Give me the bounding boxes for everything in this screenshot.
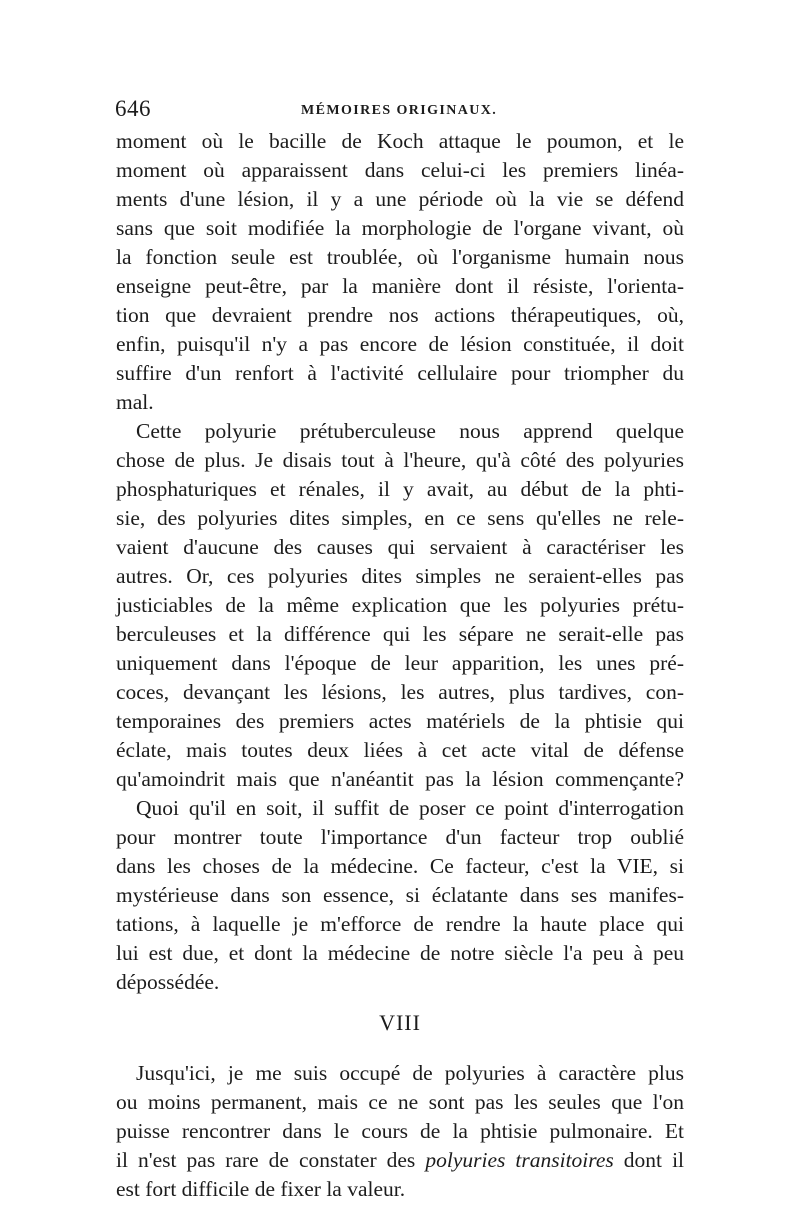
text-line: la fonction seule est troublée, où l'organisme humain nous [116, 245, 684, 269]
text-line: autres. Or, ces polyuries dites simples ne seraient-elles pas [116, 564, 684, 588]
section-heading: VIII [379, 1010, 421, 1035]
text-line: coces, devançant les lésions, les autres, plus tardives, con- [116, 680, 684, 704]
page-number: 646 [115, 96, 151, 121]
text-line: uniquement dans l'époque de leur apparition, les unes pré- [116, 651, 684, 675]
text-line: tations, à laquelle je m'efforce de rendre la haute place qui [116, 912, 684, 936]
text-line: sans que soit modifiée la morphologie de l'organe vivant, où [116, 216, 684, 240]
text-line: puisse rencontrer dans le cours de la phtisie pulmonaire. Et [116, 1119, 684, 1143]
text-line: ments d'une lésion, il y a une période où la vie se défend [116, 187, 684, 211]
text-line: suffire d'un renfort à l'activité cellulaire pour triompher du [116, 361, 684, 385]
running-head [115, 96, 685, 126]
text-line: lui est due, et dont la médecine de notre siècle l'a peu à peu [116, 941, 684, 965]
text-line: justiciables de la même explication que les polyuries prétu- [116, 593, 684, 617]
text-line: temporaines des premiers actes matériels de la phtisie qui [116, 709, 684, 733]
text-line: ou moins permanent, mais ce ne sont pas les seules que l'on [116, 1090, 684, 1114]
text-line: mystérieuse dans son essence, si éclatante dans ses manifes- [116, 883, 684, 907]
text-line: Cette polyurie prétuberculeuse nous apprend quelque [136, 419, 684, 443]
text-line: vaient d'aucune des causes qui servaient à caractériser les [116, 535, 684, 559]
text-line: qu'amoindrit mais que n'anéantit pas la lésion commençante? [116, 767, 684, 791]
text-line-with-italic [116, 1145, 684, 1175]
text-run: dont il [613, 1148, 685, 1172]
italic-phrase: polyuries transitoires [425, 1148, 614, 1172]
running-title: MÉMOIRES ORIGINAUX. [301, 103, 498, 118]
text-line: berculeuses et la différence qui les sépare ne serait-elle pas [116, 622, 684, 646]
text-line: moment où le bacille de Koch attaque le poumon, et le [116, 129, 684, 153]
text-line: tion que devraient prendre nos actions thérapeutiques, où, [116, 303, 684, 327]
text-line: mal. [116, 390, 154, 414]
text-line: est fort difficile de fixer la valeur. [116, 1177, 406, 1201]
text-line: phosphaturiques et rénales, il y avait, au début de la phti- [116, 477, 684, 501]
text-line: chose de plus. Je disais tout à l'heure, qu'à côté des polyuries [116, 448, 684, 472]
text-line: pour montrer toute l'importance d'un facteur trop oublié [116, 825, 684, 849]
text-line: enseigne peut-être, par la manière dont il résiste, l'orienta- [116, 274, 684, 298]
text-line: sie, des polyuries dites simples, en ce sens qu'elles ne rele- [116, 506, 684, 530]
text-line: éclate, mais toutes deux liées à cet acte vital de défense [116, 738, 684, 762]
text-line: enfin, puisqu'il n'y a pas encore de lésion constituée, il doit [116, 332, 684, 356]
text-line: dépossédée. [116, 970, 220, 994]
text-line: dans les choses de la médecine. Ce facteur, c'est la VIE, si [116, 854, 684, 878]
text-line: Quoi qu'il en soit, il suffit de poser ce point d'interrogation [136, 796, 684, 820]
text-line: moment où apparaissent dans celui-ci les premiers linéa- [116, 158, 684, 182]
text-run: il n'est pas rare de constater des [116, 1148, 426, 1172]
text-line: Jusqu'ici, je me suis occupé de polyuries à caractère plus [136, 1061, 684, 1085]
